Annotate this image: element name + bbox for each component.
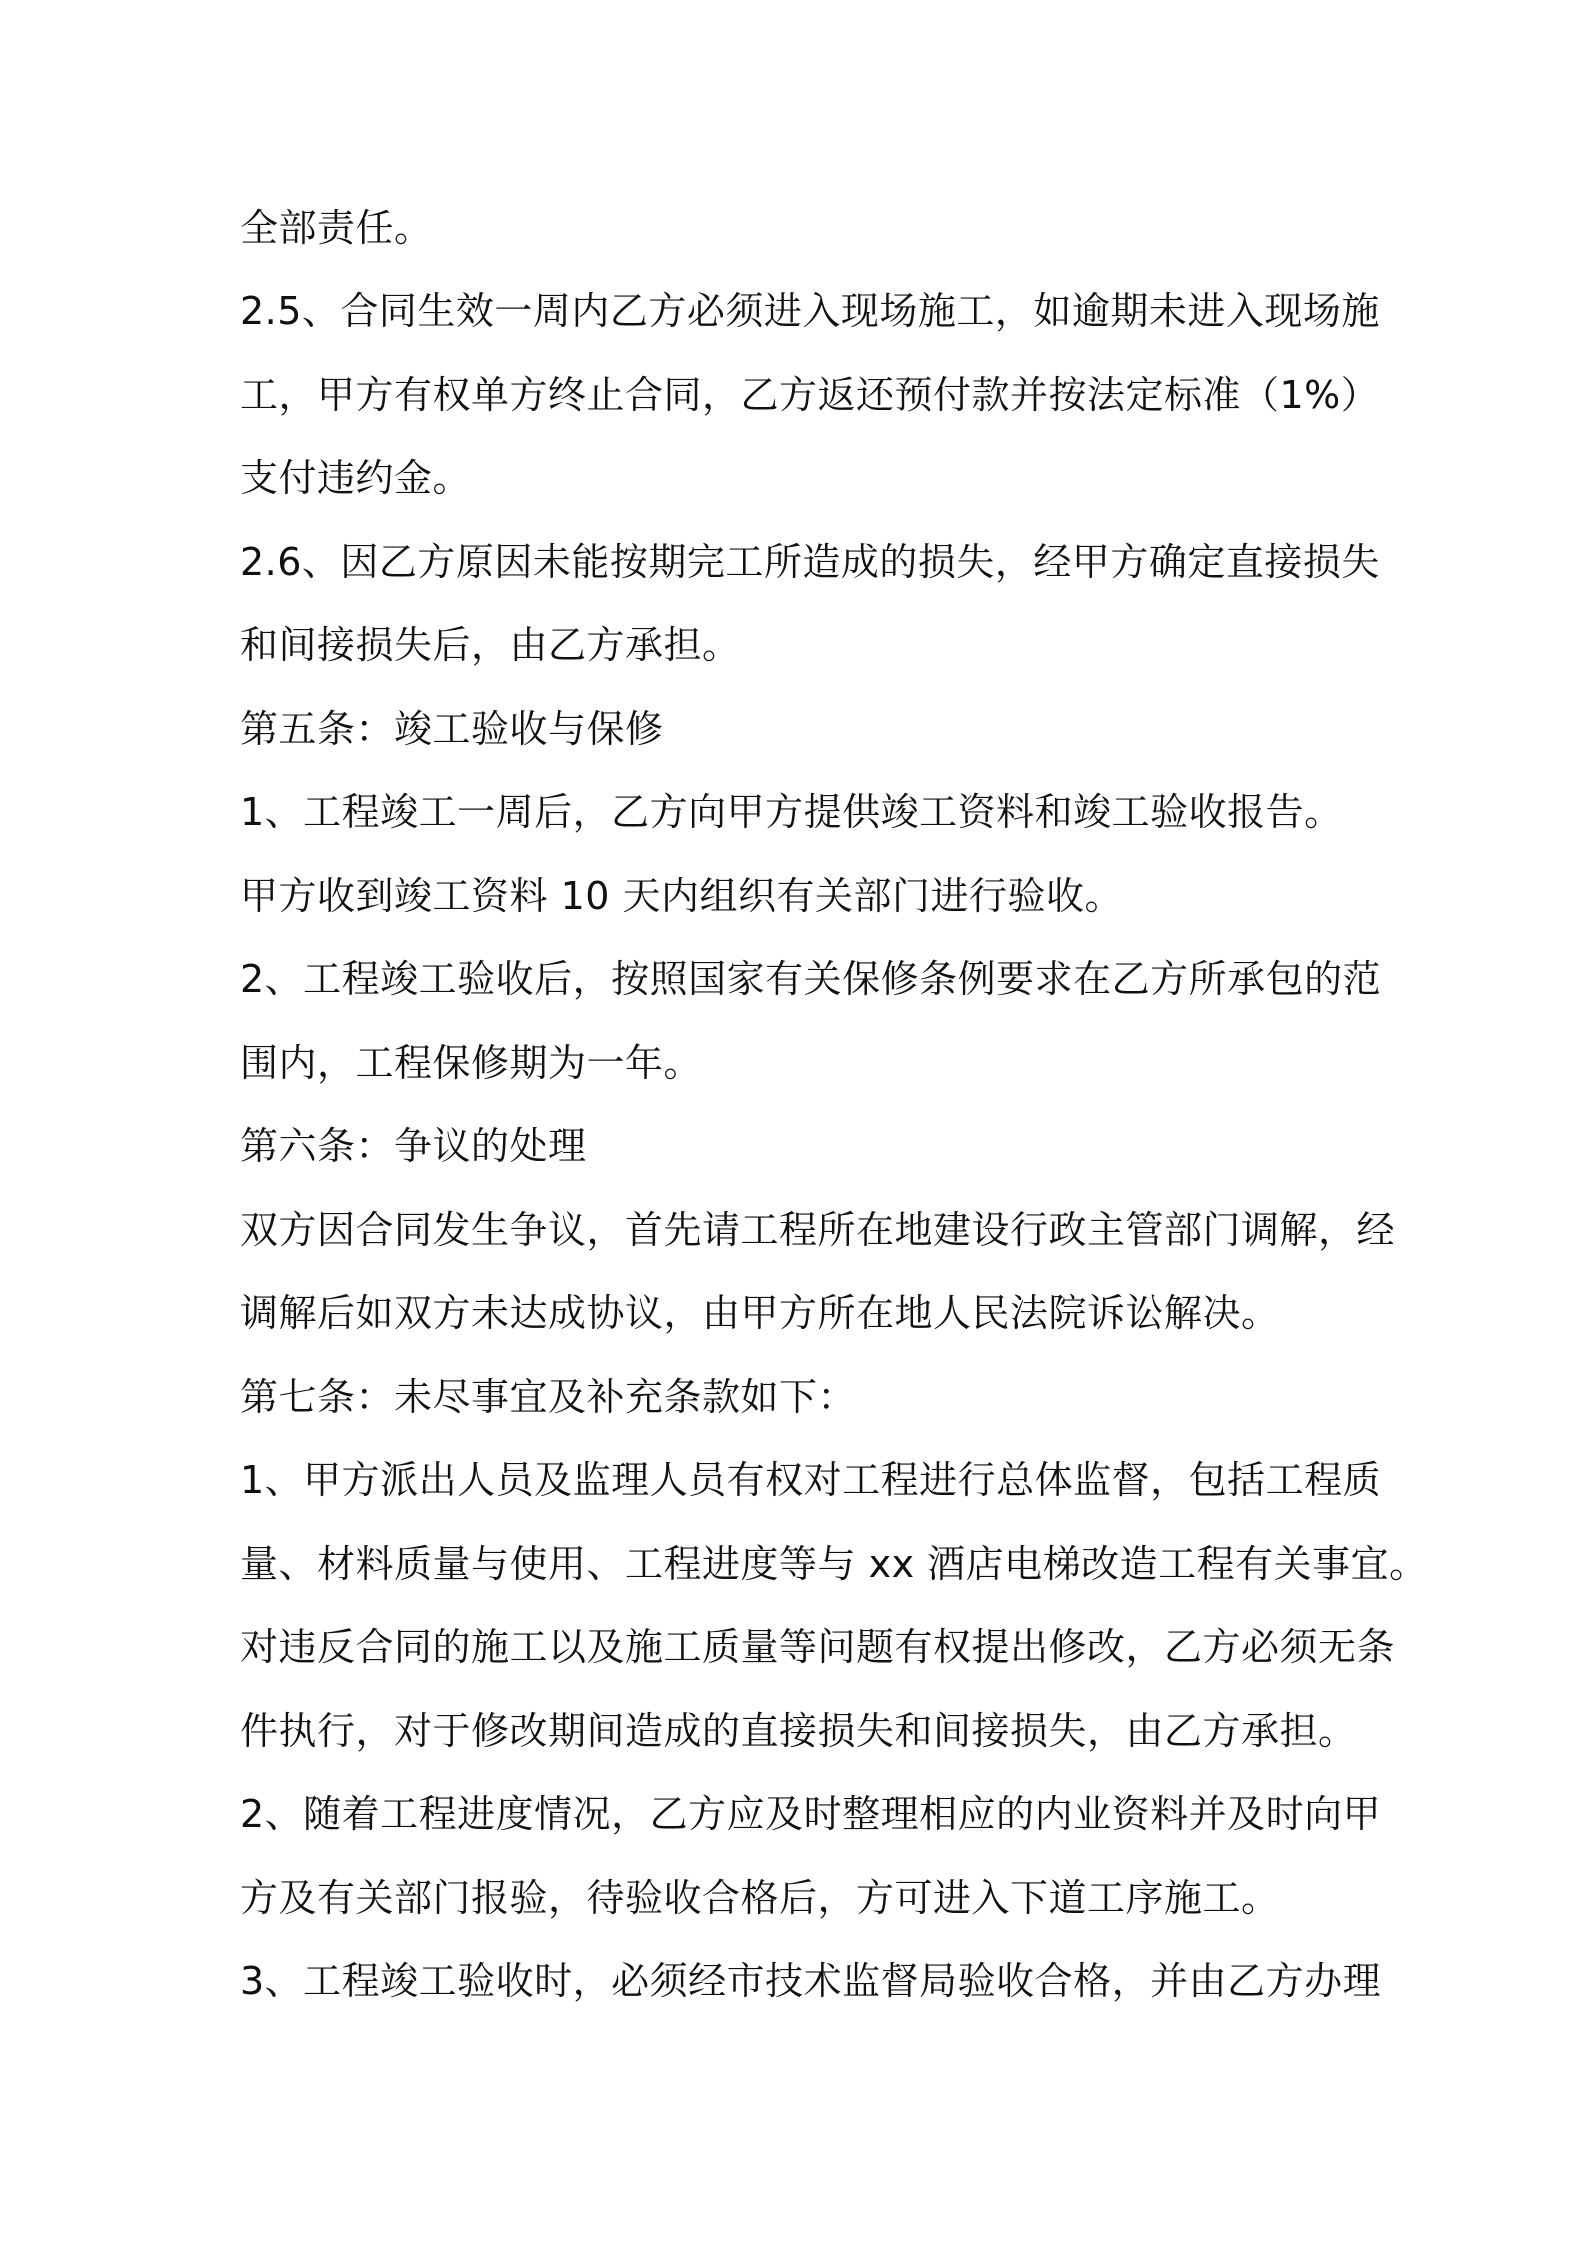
text-line: 2.6、因乙方原因未能按期完工所造成的损失，经甲方确定直接损失 <box>240 540 1380 584</box>
section-heading: 第五条：竣工验收与保修 <box>240 707 664 751</box>
text-line: 1、甲方派出人员及监理人员有权对工程进行总体监督，包括工程质 <box>240 1458 1382 1502</box>
text-line: 件执行，对于修改期间造成的直接损失和间接损失，由乙方承担。 <box>240 1709 1357 1753</box>
text-line: 方及有关部门报验，待验收合格后，方可进入下道工序施工。 <box>240 1876 1280 1920</box>
text-line: 围内，工程保修期为一年。 <box>240 1041 703 1085</box>
text-line: 双方因合同发生争议，首先请工程所在地建设行政主管部门调解，经 <box>240 1208 1396 1252</box>
text-line: 支付违约金。 <box>240 456 472 500</box>
text-line: 工，甲方有权单方终止合同，乙方返还预付款并按法定标准（1%） <box>240 373 1380 417</box>
text-line: 2、工程竣工验收后，按照国家有关保修条例要求在乙方所承包的范 <box>240 957 1382 1001</box>
text-line: 3、工程竣工验收时，必须经市技术监督局验收合格，并由乙方办理 <box>240 1959 1382 2003</box>
text-line: 2、随着工程进度情况，乙方应及时整理相应的内业资料并及时向甲 <box>240 1792 1382 1836</box>
text-line: 甲方收到竣工资料 10 天内组织有关部门进行验收。 <box>240 874 1124 918</box>
text-line: 1、工程竣工一周后，乙方向甲方提供竣工资料和竣工验收报告。 <box>240 790 1343 834</box>
text-line: 对违反合同的施工以及施工质量等问题有权提出修改，乙方必须无条 <box>240 1625 1396 1669</box>
text-line: 2.5、合同生效一周内乙方必须进入现场施工，如逾期未进入现场施 <box>240 289 1380 333</box>
text-line: 和间接损失后，由乙方承担。 <box>240 623 741 667</box>
section-heading: 第六条：争议的处理 <box>240 1124 587 1168</box>
text-line: 量、材料质量与使用、工程进度等与 xx 酒店电梯改造工程有关事宜。 <box>240 1542 1428 1586</box>
text-line: 调解后如双方未达成协议，由甲方所在地人民法院诉讼解决。 <box>240 1291 1280 1335</box>
section-heading: 第七条：未尽事宜及补充条款如下： <box>240 1375 857 1419</box>
text-line: 全部责任。 <box>240 206 433 250</box>
